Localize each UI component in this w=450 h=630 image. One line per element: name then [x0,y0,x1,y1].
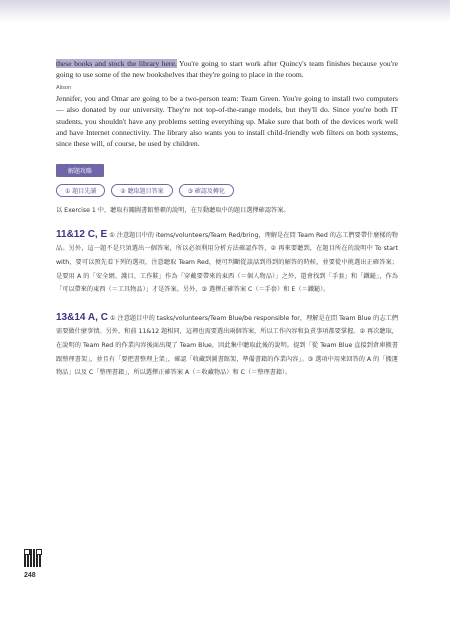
answer-heading: 11&12 C, E [56,228,108,240]
passage-paragraph-2: Jennifer, you and Omar are going to be a two-person team: Team Green. You're going to install two computers — also donated by our university. They're not top-of-the-range models, but they'll do. Since you're both IT students, you shouldn't have any problems setting everything up. Make sure that both of the devices work well and have Internet connectivity. The library also wants you to install child-friendly web filters on both systems, since these will, of course, be used by children. [56,93,398,149]
answer-block [56,228,398,297]
qr-code-icon [24,549,42,567]
page-content [56,58,398,380]
page-number: 248 [24,572,36,579]
answer-heading: 13&14 A, C [56,311,108,323]
answer-paragraph [56,228,398,297]
step-pill: ③ 確認及轉化 [179,184,234,197]
highlighted-text: these books and stock the library here. [56,59,177,68]
exercise-instruction: 以 Exercise 1 中，聽取有關圖書館整頓的說明，在互動聽取中的題目選擇確認答案。 [56,206,290,214]
step-pill: ① 題目先讀 [56,184,105,197]
speaker-label: Alison [56,84,71,91]
section-tab: 解題攻略 [56,164,104,177]
answer-explanation: ① 注意題目中的 items/volunteers/Team Red/bring，理解是在問 Team Red 的志工們要帶什麼樣的物品。另外，這一題不是只須選出一個答案，所以必須利用分析方法確認作答，② 再來要聽到，在題目所在的說明中 To start with，要可以預先看下列的選項，注意聽取 Team Red，便可判斷從談話到得到的解答的時候，並要從中挑選出正確答案；是要用 A 的「安全網、護目、工作鞋」作為「穿戴要帶來的東西（＝個人物品）」之外，還會找到「手套」和「鐵鎚」，作為「可以帶來的東西（＝工具物品）」才是答案。另外，③ 選擇正確答案 C（＝手套）和 E（＝鐵鎚）。 [56,231,398,294]
header-band [0,0,450,22]
passage-paragraph-1 [56,58,398,81]
passage-paragraph-1-text: You're going to start work after Quincy's team finishes because you're going to use some of the new bookshelves that they're going to place in the room. [56,59,398,80]
step-pill: ② 聽取題目答案 [111,184,172,197]
answer-block [56,311,398,380]
answer-paragraph [56,311,398,380]
step-list [56,184,398,197]
answer-explanation: ① 注意題目中的 tasks/volunteers/Team Blue/be responsible for，理解是在問 Team Blue 的志工們需要做什麼事情。另外，和前 11&12 題相同，這裡也需要選出兩個答案，所以工作內容和負責事項都要掌握。② 再次聽取，在說明的 Team Red 的作業內容後面出現了 Team Blue，因此集中聽取此後的說明。提到「從 Team Blue 直接到倉庫搬書跟整理書架」，並且有「要把書整理上架」，確認「收藏到圖書館架，準備書籍的作業內容」。③ 選項中用來回答的 A 的「搬運物品」以及 C「整理書籍」，所以選擇正確答案 A（＝收藏物品）和 C（＝整理書籍）。 [56,314,399,377]
